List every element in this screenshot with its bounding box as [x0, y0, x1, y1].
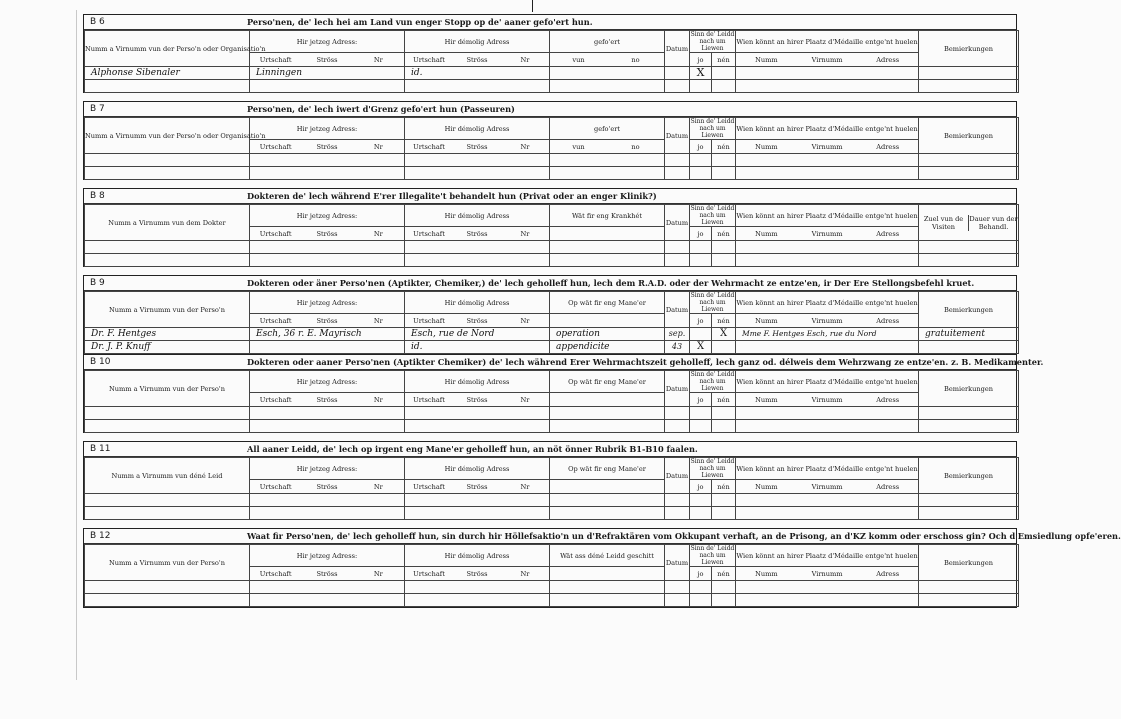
alive-header: Sinn de' Leidd nach um Liewen: [690, 31, 735, 52]
yes-header: jo: [690, 314, 712, 328]
section-code: B 7: [90, 104, 105, 114]
section-header: [84, 189, 1016, 204]
no-header: nén: [712, 53, 736, 67]
form-section: [83, 188, 1017, 267]
section-code: B 10: [90, 357, 111, 367]
col4-header: Op wät fir eng Mane'er: [550, 458, 665, 480]
form-section: [83, 354, 1044, 433]
no-header: nén: [712, 480, 736, 494]
date-header: Datum: [665, 31, 690, 67]
no-header: nén: [712, 227, 736, 241]
no-header: nén: [712, 393, 736, 407]
form-section: [83, 528, 1121, 608]
remarks-header: Bemierkungen: [919, 458, 1019, 494]
medal-header: Wien könnt an hirer Plaatz d'Médaille entge'nt huelen: [736, 31, 919, 53]
alive-header: Sinn de' Leidd nach um Liewen: [690, 371, 735, 392]
alive-header: Sinn de' Leidd nach um Liewen: [690, 118, 735, 139]
former-subheader: Urtschaft Ströss Nr: [405, 227, 550, 241]
scan-edge: [76, 10, 77, 680]
section-title: Waat fir Perso'nen, de' lech geholleff hun, sin durch hir Höllefsaktio'n un d'Refraktären vom Okkupant verhaft, an de Prisong, an d'KZ komm oder erschoss gin? Och d'Emsiedlung opfe'eren.: [247, 531, 1121, 541]
yes-header: jo: [690, 393, 712, 407]
current-subheader: Urtschaft Ströss Nr: [250, 567, 405, 581]
alive-header: Sinn de' Leidd nach um Liewen: [690, 458, 735, 479]
col4-subheader: [550, 227, 665, 241]
remarks-header: Bemierkungen: [919, 545, 1019, 581]
medal-header: Wien könnt an hirer Plaatz d'Médaille entge'nt huelen: [736, 118, 919, 140]
current-subheader: Urtschaft Ströss Nr: [250, 140, 405, 154]
section-header: [84, 442, 1016, 457]
medal-subheader: Numm Virnumm Adress: [736, 480, 919, 494]
name-header: Numm a Virnumm vun der Perso'n oder Organisatio'n: [85, 31, 250, 67]
name-header: Numm a Virnumm vun der Perso'n: [85, 371, 250, 407]
section-header: [84, 15, 1016, 30]
former-address-header: Hir démolig Adress: [405, 458, 550, 480]
yes-header: jo: [690, 227, 712, 241]
medal-subheader: Numm Virnumm Adress: [736, 314, 919, 328]
col4-subheader: [550, 314, 665, 328]
date-header: Datum: [665, 458, 690, 494]
form-section: [83, 14, 1017, 93]
section-table: Numm a Virnumm vun der Perso'n oder Organisatio'n Hir jetzeg Adress: Hir démolig Adress gefo'ert Datum Sinn de' Leidd nach um Liewen Wien könnt an hirer Plaatz d'Médaille entge'nt huelen Bemierkungen Urtschaft Ströss Nr Urtschaft Ströss Nr vun no jo nén Numm Virnumm Adress Alphonse Sibenaler Linningen id. X: [84, 30, 1019, 93]
current-address-header: Hir jetzeg Adress:: [250, 292, 405, 314]
current-address-header: Hir jetzeg Adress:: [250, 458, 405, 480]
medal-header: Wien könnt an hirer Plaatz d'Médaille entge'nt huelen: [736, 458, 919, 480]
alive-header: Sinn de' Leidd nach um Liewen: [690, 545, 735, 566]
yes-header: jo: [690, 567, 712, 581]
binder-mark: [532, 0, 533, 12]
section-header: [84, 355, 1044, 370]
former-subheader: Urtschaft Ströss Nr: [405, 314, 550, 328]
date-header: Datum: [665, 118, 690, 154]
section-table: [84, 117, 1019, 180]
former-address-header: Hir démolig Adress: [405, 545, 550, 567]
date-header: Datum: [665, 545, 690, 581]
medal-subheader: Numm Virnumm Adress: [736, 140, 919, 154]
section-table: [84, 544, 1019, 607]
section-header: [84, 102, 1016, 117]
former-subheader: Urtschaft Ströss Nr: [405, 480, 550, 494]
remarks-header: Zuel vun de Visiten Dauer vun der Behandl.: [919, 205, 1019, 241]
section-code: B 11: [90, 444, 111, 454]
medal-header: Wien könnt an hirer Plaatz d'Médaille entge'nt huelen: [736, 292, 919, 314]
medal-subheader: Numm Virnumm Adress: [736, 53, 919, 67]
col4-header: Wät ass déné Leidd geschitt: [550, 545, 665, 567]
date-header: Datum: [665, 292, 690, 328]
form-section: [83, 101, 1017, 180]
remarks-header: Bemierkungen: [919, 292, 1019, 328]
form: [83, 14, 1121, 608]
remarks-header: Bemierkungen: [919, 31, 1019, 67]
former-subheader: Urtschaft Ströss Nr: [405, 567, 550, 581]
date-header: Datum: [665, 205, 690, 241]
alive-header: Sinn de' Leidd nach um Liewen: [690, 292, 735, 313]
medal-subheader: Numm Virnumm Adress: [736, 393, 919, 407]
col4-subheader: vun no: [550, 53, 665, 67]
current-subheader: Urtschaft Ströss Nr: [250, 480, 405, 494]
col4-subheader: [550, 567, 665, 581]
form-section: [83, 275, 1017, 354]
section-header: [84, 529, 1121, 544]
current-subheader: Urtschaft Ströss Nr: [250, 314, 405, 328]
section-title: Dokteren oder aaner Perso'nen (Aptikter Chemiker) de' lech während Erer Wehrmachtszeit geholleff, lech ganz od. délweis dem Wehrzwang ze entze'en. z. B. Medikamenter.: [247, 357, 1044, 367]
section-title: Perso'nen, de' lech hei am Land vun enger Stopp op de' aaner gefo'ert hun.: [247, 17, 593, 27]
col4-header: Op wät fir eng Mane'er: [550, 371, 665, 393]
yes-header: jo: [690, 480, 712, 494]
current-address-header: Hir jetzeg Adress:: [250, 371, 405, 393]
former-address-header: Hir démolig Adress: [405, 118, 550, 140]
no-header: nén: [712, 314, 736, 328]
former-subheader: Urtschaft Ströss Nr: [405, 53, 550, 67]
name-header: Numm a Virnumm vun dem Dokter: [85, 205, 250, 241]
medal-header: Wien könnt an hirer Plaatz d'Médaille entge'nt huelen: [736, 371, 919, 393]
name-header: Numm a Virnumm vun der Perso'n: [85, 292, 250, 328]
yes-header: jo: [690, 140, 712, 154]
section-code: B 9: [90, 278, 105, 288]
medal-subheader: Numm Virnumm Adress: [736, 567, 919, 581]
col4-subheader: [550, 480, 665, 494]
section-header: [84, 276, 1016, 291]
col4-header: gefo'ert: [550, 31, 665, 53]
section-table: Numm a Virnumm vun der Perso'n Hir jetzeg Adress: Hir démolig Adress Op wät fir eng Mane'er Datum Sinn de' Leidd nach um Liewen Wien könnt an hirer Plaatz d'Médaille entge'nt huelen Bemierkungen Urtschaft Ströss Nr Urtschaft Ströss Nr jo nén Numm Virnumm Adress Dr. F. Hentges Esch, 36 r. E. Mayrisch Esch, rue de Nord operation sep. X Mme F. Hentges Esch, rue du Nord gratuitement Dr. J. P. Knuff id. appendicite 43 X: [84, 291, 1019, 354]
remarks-header: Bemierkungen: [919, 118, 1019, 154]
former-address-header: Hir démolig Adress: [405, 371, 550, 393]
no-header: nén: [712, 140, 736, 154]
former-address-header: Hir démolig Adress: [405, 292, 550, 314]
current-address-header: Hir jetzeg Adress:: [250, 205, 405, 227]
current-subheader: Urtschaft Ströss Nr: [250, 53, 405, 67]
former-address-header: Hir démolig Adress: [405, 31, 550, 53]
name-header: Numm a Virnumm vun déné Leid: [85, 458, 250, 494]
date-header: Datum: [665, 371, 690, 407]
current-subheader: Urtschaft Ströss Nr: [250, 227, 405, 241]
name-header: Numm a Virnumm vun der Perso'n: [85, 545, 250, 581]
yes-header: jo: [690, 53, 712, 67]
current-address-header: Hir jetzeg Adress:: [250, 545, 405, 567]
col4-subheader: [550, 393, 665, 407]
section-code: B 12: [90, 531, 111, 541]
no-header: nén: [712, 567, 736, 581]
remarks-header: Bemierkungen: [919, 371, 1019, 407]
col4-subheader: vun no: [550, 140, 665, 154]
col4-header: Wät fir eng Krankhét: [550, 205, 665, 227]
current-subheader: Urtschaft Ströss Nr: [250, 393, 405, 407]
section-code: B 6: [90, 17, 105, 27]
former-address-header: Hir démolig Adress: [405, 205, 550, 227]
col4-header: Op wät fir eng Mane'er: [550, 292, 665, 314]
medal-subheader: Numm Virnumm Adress: [736, 227, 919, 241]
medal-header: Wien könnt an hirer Plaatz d'Médaille entge'nt huelen: [736, 205, 919, 227]
col4-header: gefo'ert: [550, 118, 665, 140]
section-table: [84, 204, 1019, 267]
alive-header: Sinn de' Leidd nach um Liewen: [690, 205, 735, 226]
former-subheader: Urtschaft Ströss Nr: [405, 140, 550, 154]
section-title: Dokteren oder äner Perso'nen (Aptikter, Chemiker,) de' lech geholleff hun, lech dem R.A.D. oder der Wehrmacht ze entze'en, ir Der Ere Stellongsbefehl kruet.: [247, 278, 975, 288]
name-header: Numm a Virnumm vun der Perso'n oder Organisatio'n: [85, 118, 250, 154]
section-title: Dokteren de' lech während E'rer Illegalite't behandelt hun (Privat oder an enger Klinik?): [247, 191, 657, 201]
former-subheader: Urtschaft Ströss Nr: [405, 393, 550, 407]
section-table: [84, 457, 1019, 520]
form-section: [83, 441, 1017, 520]
section-title: Perso'nen, de' lech iwert d'Grenz gefo'ert hun (Passeuren): [247, 104, 515, 114]
section-table: [84, 370, 1019, 433]
section-code: B 8: [90, 191, 105, 201]
section-title: All aaner Leidd, de' lech op irgent eng Mane'er geholleff hun, an nöt önner Rubrik B1-B10 faalen.: [247, 444, 698, 454]
medal-header: Wien könnt an hirer Plaatz d'Médaille entge'nt huelen: [736, 545, 919, 567]
current-address-header: Hir jetzeg Adress:: [250, 31, 405, 53]
current-address-header: Hir jetzeg Adress:: [250, 118, 405, 140]
